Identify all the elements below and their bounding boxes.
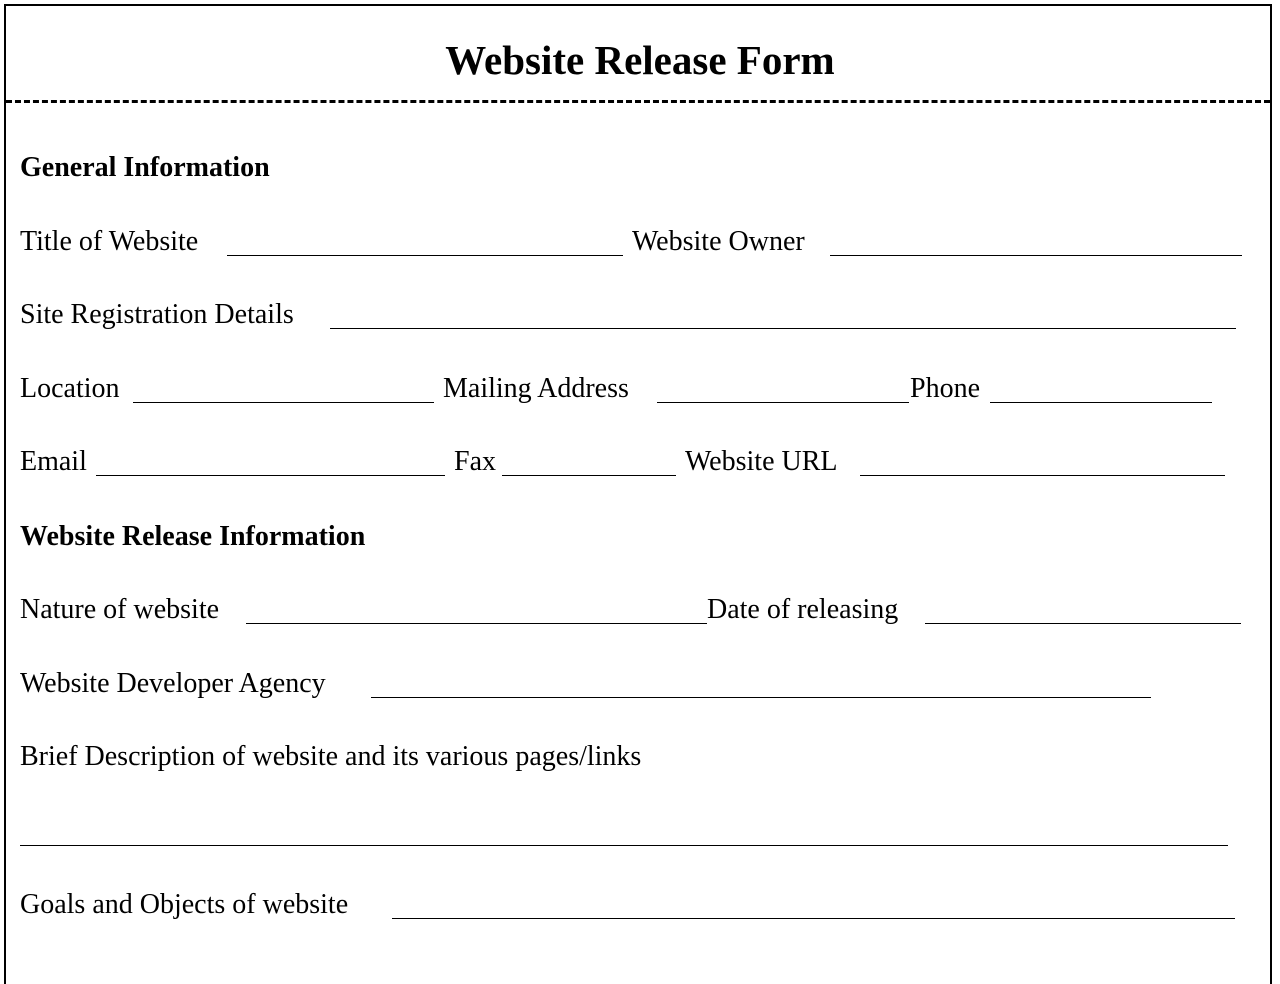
website-url-label: Website URL bbox=[685, 446, 838, 477]
nature-of-website-field[interactable] bbox=[246, 623, 707, 624]
phone-label: Phone bbox=[910, 373, 980, 404]
website-developer-agency-label: Website Developer Agency bbox=[20, 668, 326, 699]
title-of-website-label: Title of Website bbox=[20, 226, 199, 257]
website-url-field[interactable] bbox=[860, 475, 1225, 476]
location-field[interactable] bbox=[133, 402, 434, 403]
brief-description-label: Brief Description of website and its various pages/links bbox=[20, 741, 642, 772]
mailing-address-label: Mailing Address bbox=[443, 373, 629, 404]
section-heading-general: General Information bbox=[20, 152, 270, 183]
fax-label: Fax bbox=[454, 446, 496, 477]
mailing-address-field[interactable] bbox=[657, 402, 909, 403]
email-label: Email bbox=[20, 446, 87, 477]
form-title: Website Release Form bbox=[445, 37, 835, 83]
location-label: Location bbox=[20, 373, 120, 404]
nature-of-website-label: Nature of website bbox=[20, 594, 220, 625]
goals-and-objects-label: Goals and Objects of website bbox=[20, 889, 349, 920]
site-registration-details-field[interactable] bbox=[330, 328, 1236, 329]
date-of-releasing-label: Date of releasing bbox=[707, 594, 899, 625]
goals-and-objects-field[interactable] bbox=[392, 918, 1235, 919]
brief-description-field[interactable] bbox=[20, 845, 1228, 846]
title-divider bbox=[6, 100, 1270, 103]
phone-field[interactable] bbox=[990, 402, 1212, 403]
title-of-website-field[interactable] bbox=[227, 255, 623, 256]
fax-field[interactable] bbox=[502, 475, 676, 476]
website-owner-field[interactable] bbox=[830, 255, 1242, 256]
website-owner-label: Website Owner bbox=[632, 226, 805, 257]
section-heading-release: Website Release Information bbox=[20, 521, 366, 552]
site-registration-details-label: Site Registration Details bbox=[20, 299, 294, 330]
date-of-releasing-field[interactable] bbox=[925, 623, 1241, 624]
email-field[interactable] bbox=[96, 475, 445, 476]
website-developer-agency-field[interactable] bbox=[371, 697, 1151, 698]
